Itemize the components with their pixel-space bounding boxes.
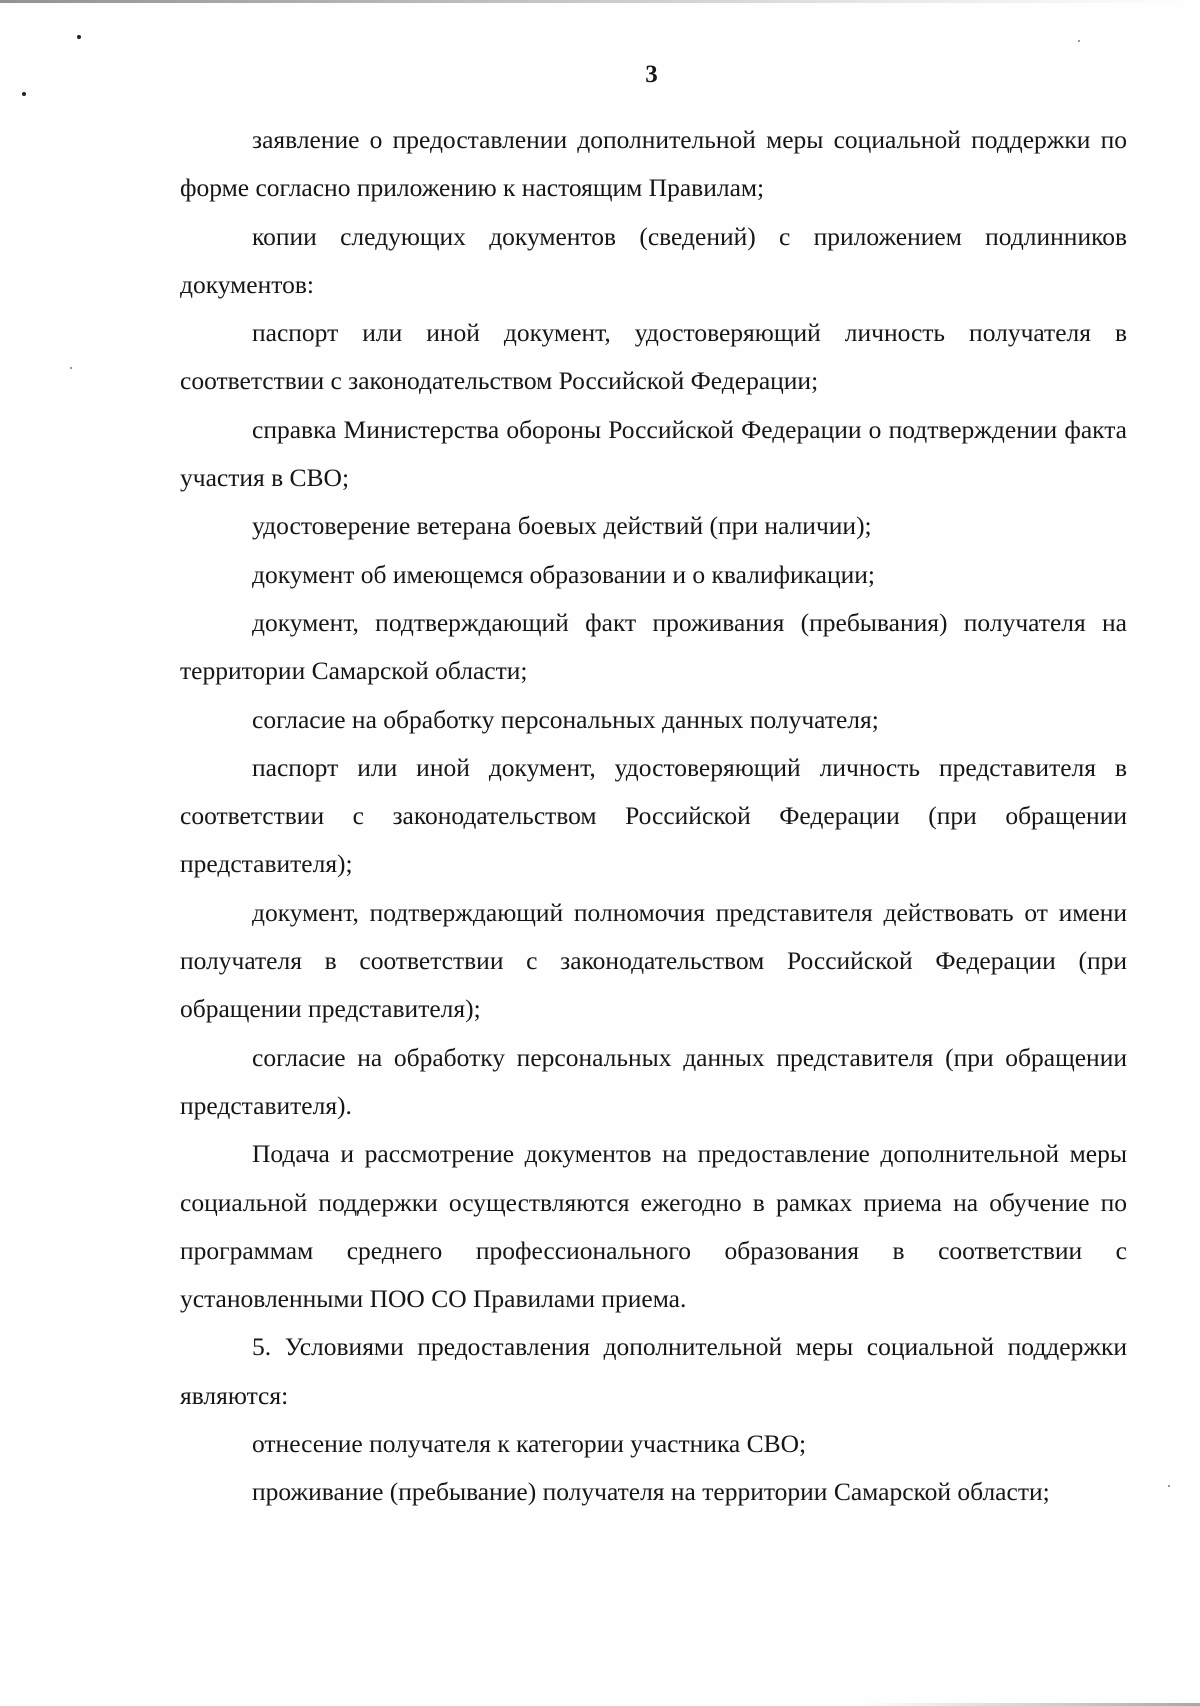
scan-speck xyxy=(70,367,72,369)
body-paragraph: паспорт или иной документ, удостоверяющий личность получателя в соответствии с законодательством Российской Федерации; xyxy=(180,318,1127,396)
scan-speck xyxy=(77,35,81,39)
body-paragraph: отнесение получателя к категории участника СВО; xyxy=(252,1429,807,1459)
body-paragraph: Подача и рассмотрение документов на предоставление дополнительной меры социальной поддержки осуществляются ежегодно в рамках приема на обучение по программам среднего профессионального образования в соответствии с установленными ПОО СО Правилами приема. xyxy=(180,1139,1127,1314)
body-paragraph: удостоверение ветерана боевых действий (при наличии); xyxy=(252,511,872,541)
document-body xyxy=(180,116,1127,1517)
scan-speck xyxy=(22,92,26,96)
body-paragraph: согласие на обработку персональных данных получателя; xyxy=(252,704,879,734)
numbered-paragraph: 5. Условиями предоставления дополнительной меры социальной поддержки являются: xyxy=(180,1332,1127,1410)
body-paragraph: согласие на обработку персональных данных представителя (при обращении представителя). xyxy=(180,1042,1127,1120)
scan-speck xyxy=(1078,40,1080,42)
body-paragraph: копии следующих документов (сведений) с приложением подлинников документов: xyxy=(180,221,1127,299)
scan-speck xyxy=(1168,1485,1170,1487)
body-paragraph: документ, подтверждающий факт проживания (пребывания) получателя на территории Самарской области; xyxy=(180,607,1127,686)
scan-top-edge xyxy=(0,0,1200,3)
body-paragraph: справка Министерства обороны Российской Федерации о подтверждении факта участия в СВО; xyxy=(180,414,1127,493)
page-number: 3 xyxy=(645,61,658,88)
body-paragraph: заявление о предоставлении дополнительной меры социальной поддержки по форме согласно приложению к настоящим Правилам; xyxy=(180,125,1127,203)
body-paragraph: документ, подтверждающий полномочия представителя действовать от имени получателя в соответствии с законодательством Российской Федерации (при обращении представителя); xyxy=(180,897,1127,1024)
body-paragraph: документ об имеющемся образовании и о квалификации; xyxy=(252,559,876,589)
body-paragraph: проживание (пребывание) получателя на территории Самарской области; xyxy=(252,1477,1050,1507)
body-paragraph: паспорт или иной документ, удостоверяющий личность представителя в соответствии с законодательством Российской Федерации (при обращении представителя); xyxy=(180,752,1127,879)
